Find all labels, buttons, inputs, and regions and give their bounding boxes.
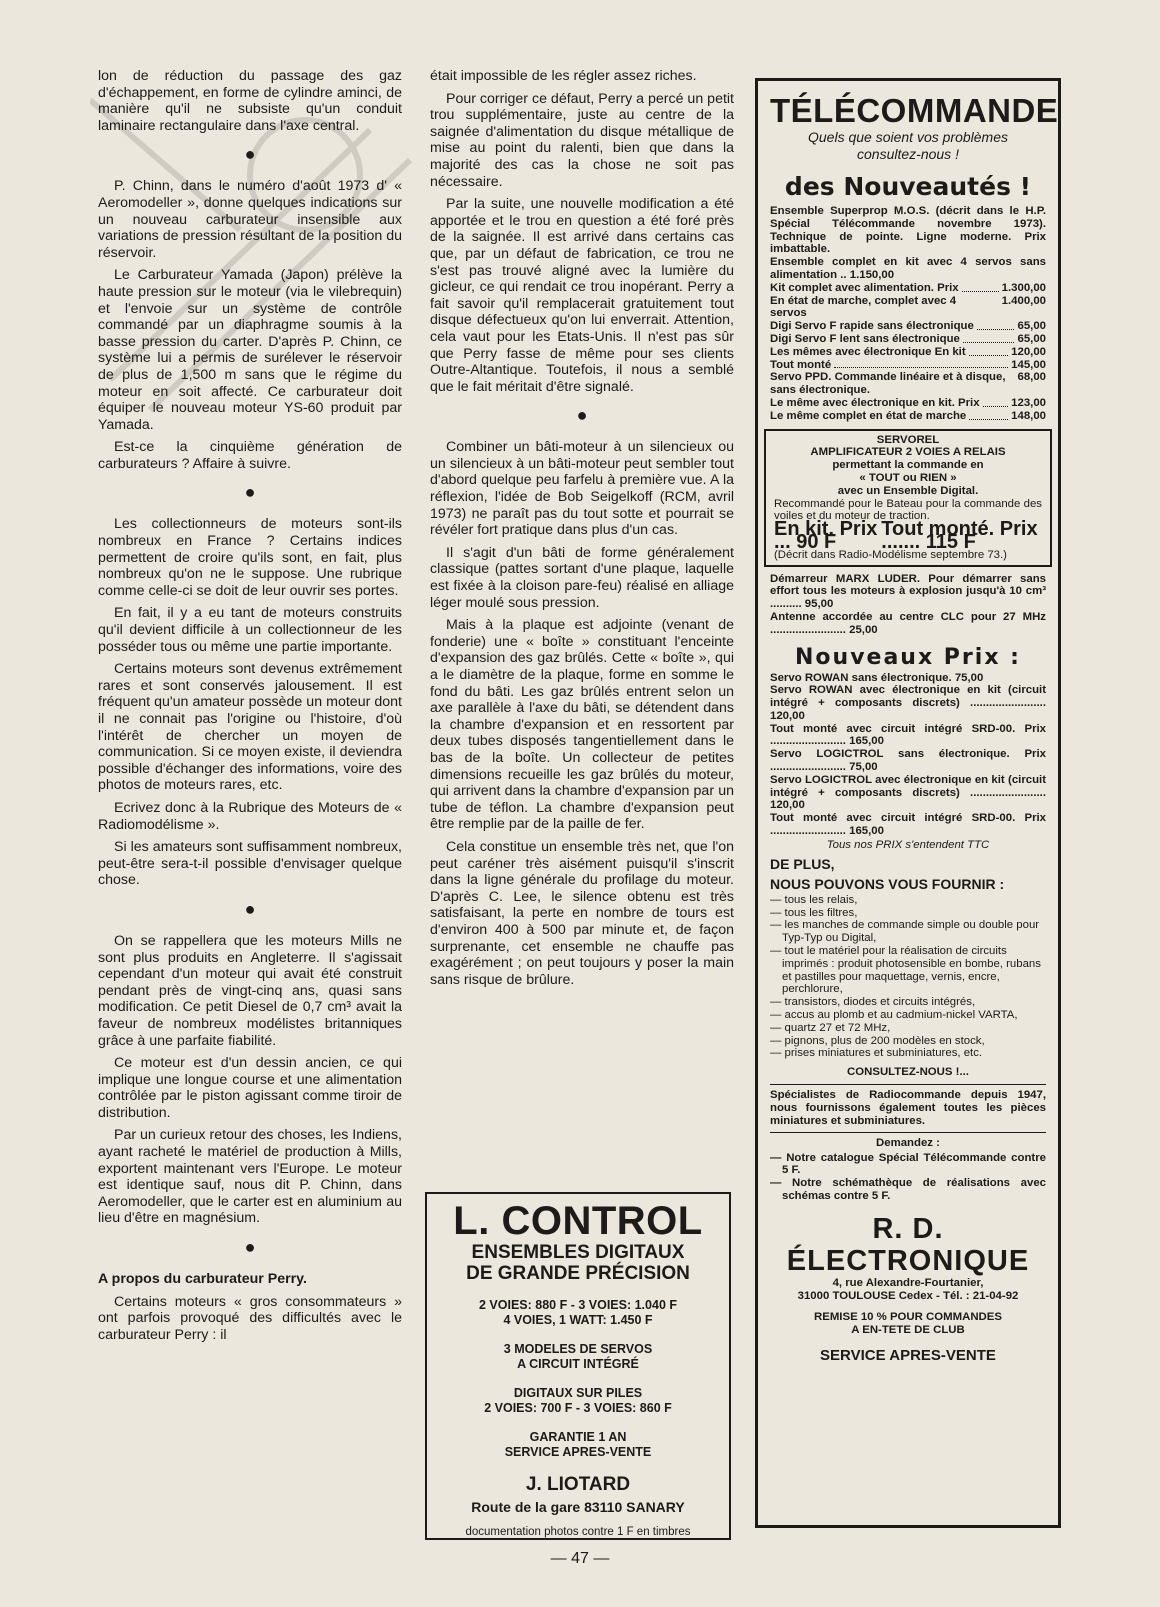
ad-line: 2 VOIES: 880 F - 3 VOIES: 1.040 F xyxy=(479,1298,677,1312)
paragraph: Ecrivez donc à la Rubrique des Moteurs de « Radiomodélisme ». xyxy=(98,799,402,833)
list-item: — les manches de commande simple ou double pour Typ-Typ ou Digital, xyxy=(770,919,1040,945)
remise-text: A EN-TETE DE CLUB xyxy=(851,1323,965,1336)
paragraph: Certains moteurs « gros consommateurs » ont parfois provoqué des difficultés avec le carburateur Perry : il xyxy=(98,1293,402,1343)
lcontrol-brand: L. CONTROL xyxy=(453,1199,703,1243)
price-value: 145,00 xyxy=(1011,358,1046,371)
paragraph: P. Chinn, dans le numéro d'août 1973 d' « Aeromodeller », donne quelques indications sur un nouveau carburateur insensible aux variations de pression résultant de la position du réservoir. xyxy=(98,178,402,261)
servorel-note: (Décrit dans Radio-Modélisme septembre 73.) xyxy=(774,548,1007,561)
lcontrol-subtitle: ENSEMBLES DIGITAUX xyxy=(471,1242,685,1263)
price-value: 120,00 xyxy=(1011,345,1046,358)
ad-line: A CIRCUIT INTÉGRÉ xyxy=(517,1357,639,1371)
paragraph: était impossible de les régler assez riches. xyxy=(430,68,697,84)
paragraph: lon de réduction du passage des gaz d'échappement, en forme de cylindre aminci, de manière qu'il ne subsiste qu'un conduit laminaire rectangulaire dans l'axe central. xyxy=(98,68,402,134)
rowan-line: Tout monté avec circuit intégré SRD-00. Prix ........................ 165,00 xyxy=(770,722,1046,748)
section-bullet: ● xyxy=(244,1237,256,1258)
ad-tagline: consultez-nous ! xyxy=(857,146,959,162)
nouveautes-heading: des Nouveautés ! xyxy=(784,172,1032,201)
price-row xyxy=(770,397,1046,410)
section-bullet: ● xyxy=(244,898,256,919)
superprop-text: Ensemble Superprop M.O.S. (décrit dans le H.P. Spécial Télécommande novembre 1973). Technique de pointe. Ligne moderne. Prix imbattable. xyxy=(770,205,1046,256)
list-item: — tout le matériel pour la réalisation de circuits imprimés : produit photosensible en bombe, rubans et pastilles pour maquettage, vernis, encre, perchlorure, xyxy=(770,945,1041,996)
paragraph: Cela constitue un ensemble très net, que l'on peut caréner très aisément puisqu'il s'inscrit dans la ligne générale du profilage du moteur. D'après C. Lee, le silence obtenu est très satisfaisant, la perte en nombre de tours est d'environ 400 à 500 par minute et, de façon surprenante, cet ensemble ne chauffe pas exagérément ; on peut toujours y poser la main sans risque de brûlure. xyxy=(430,838,734,988)
paragraph: Si les amateurs sont suffisamment nombreux, peut-être sera-t-il possible d'envisager quelque chose. xyxy=(98,839,402,889)
catalog-list xyxy=(770,1152,1046,1203)
lcontrol-address: Route de la gare 83110 SANARY xyxy=(471,1499,685,1515)
ad-line: DIGITAUX SUR PILES xyxy=(513,1386,643,1400)
article-column-2 xyxy=(430,68,734,994)
list-item: — pignons, plus de 200 modèles en stock, xyxy=(770,1034,985,1047)
list-item: — tous les filtres, xyxy=(770,906,858,919)
price-label: Le même complet en état de marche xyxy=(770,409,967,422)
paragraph: Par la suite, une nouvelle modification a été apportée et le trou en question a été foré près de la saignée. Il est arrivé dans certains cas que, par un défaut de fabrication, ce trou ne s'est pas trouvé aligné avec la lumière du gicleur, ce qui rendait ce trou inopérant. Perry a fait savoir qu'il remplacerait gratuitement tout disque défectueux qu'on lui enverrait. Attention, cela vaut pour les Etats-Unis. Il n'est pas sûr que Perry fasse de même pour ses clients Outre-Altantique. Toutefois, il nous a semblé que le fait méritait d'être signalé. xyxy=(430,196,734,395)
servorel-line: avec un Ensemble Digital. xyxy=(837,484,979,497)
price-row xyxy=(770,333,1046,346)
list-item: — Notre catalogue Spécial Télécommande contre 5 F. xyxy=(770,1151,1046,1177)
marx-text: Démarreur MARX LUDER. Pour démarrer sans effort tous les moteurs à explosion jusqu'à 10 cm³ .......... 95,00 xyxy=(770,572,1046,611)
servorel-line: « TOUT ou RIEN » xyxy=(859,471,957,484)
section-bullet: ● xyxy=(244,482,256,503)
price-value: 1.400,00 xyxy=(1001,294,1046,307)
list-item: — accus au plomb et au cadmium-nickel VARTA, xyxy=(770,1009,1018,1022)
rd-electronique-advertisement xyxy=(755,78,1061,1528)
list-item: — tous les relais, xyxy=(770,893,858,906)
remise-text: REMISE 10 % POUR COMMANDES xyxy=(814,1310,1002,1323)
price-row xyxy=(770,371,1046,397)
logictrol-line: Servo LOGICTROL sans électronique. Prix ........................ 75,00 xyxy=(770,748,1046,774)
price-value: 68,00 xyxy=(1017,371,1046,384)
specialistes-text: Spécialistes de Radiocommande depuis 1947, nous fournissons également toutes les pièces miniatures et subminiatures. xyxy=(770,1089,1046,1127)
servorel-line: permettant la commande en xyxy=(832,459,984,472)
price-value: 1.300,00 xyxy=(1001,281,1046,294)
deplus-heading: NOUS POUVONS VOUS FOURNIR : xyxy=(770,875,1005,892)
paragraph: Combiner un bâti-moteur à un silencieux ou un silencieux à un bâti-moteur peut sembler tout d'abord quelque peu farfelu à première vue. A la réflexion, l'idée de Bob Seigelkoff (RCM, avril 1973) ne paraît pas du tout sotte et pourrait se révéler fort pratique dans plus d'un cas. xyxy=(430,439,734,539)
ad-line: 3 MODELES DE SERVOS xyxy=(503,1342,653,1356)
price-label: Servo PPD. Commande linéaire et à disque, sans électronique. xyxy=(770,371,1006,397)
price-label: Les mêmes avec électronique En kit xyxy=(770,345,966,358)
price-label: Le même avec électronique en kit. Prix xyxy=(770,396,980,409)
price-row xyxy=(770,346,1046,359)
paragraph: En fait, il y a eu tant de moteurs construits qu'il devient difficile à un collectionneur de les posséder tous ou même une partie importante. xyxy=(98,605,402,655)
price-label: En état de marche, complet avec 4 servos xyxy=(770,294,957,320)
lcontrol-servo-block xyxy=(427,1342,729,1372)
ad-title: TÉLÉCOMMANDE xyxy=(770,92,1059,129)
demandez-heading: Demandez : xyxy=(876,1136,940,1149)
price-row xyxy=(770,282,1046,295)
ttc-note: Tous nos PRIX s'entendent TTC xyxy=(826,838,990,851)
paragraph: Est-ce la cinquième génération de carburateurs ? Affaire à suivre. xyxy=(98,439,402,472)
paragraph: Il s'agit d'un bâti de forme généralement classique (pattes sortant d'une plaque, laquelle est fixée à la cloison pare-feu) réalisé en alliage léger moulé sous pression. xyxy=(430,544,734,611)
price-row xyxy=(770,410,1046,423)
lcontrol-warranty-block xyxy=(427,1430,729,1460)
logictrol-line: Servo LOGICTROL avec électronique en kit (circuit intégré + composants discrets) ........................ 120,00 xyxy=(770,773,1046,812)
price-label: Digi Servo F rapide sans électronique xyxy=(770,320,974,333)
lcontrol-subtitle: DE GRANDE PRÉCISION xyxy=(466,1263,690,1284)
page-number: — 47 — xyxy=(550,1550,610,1567)
paragraph: Mais à la plaque est adjointe (venant de fonderie) une « boîte » constituant l'enceinte d'expansion des gaz brûlés. Cette « boîte », qui a le diamètre de la plaque, forme en somme le fond du bâti. Les gaz brûlés entrent selon un axe parallèle à l'axe du bâti, se détendent dans la chambre d'expansion et en ressortent par deux tubes disposés tangentiellement dans le bas de la boîte. Un collecteur de petites dimensions recueille les gaz brûlés du moteur, qui arrivent dans la chambre d'expansion par un tube de téflon. La chambre d'expansion peut être remplie par de la paille de fer. xyxy=(430,617,734,833)
paragraph: Certains moteurs sont devenus extrêmement rares et sont conservés jalousement. Il est fréquent qu'un amateur possède un moteur dont il ne connait pas l'origine ou l'histoire, d'où l'intérêt de chercher un moyen de communication. Si ce moyen existe, il deviendra possible d'échanger des informations, voire des photos de moteurs rares, etc. xyxy=(98,661,402,794)
servorel-kit-price: En kit. Prix ... 90 F xyxy=(774,518,878,553)
nouveaux-prix-heading: Nouveaux Prix : xyxy=(795,644,1021,670)
price-value: 148,00 xyxy=(1011,409,1046,422)
price-label: Kit complet avec alimentation. Prix xyxy=(770,281,959,294)
lcontrol-pricing-block xyxy=(427,1298,729,1328)
ad-line: 4 VOIES, 1 WATT: 1.450 F xyxy=(503,1313,653,1327)
paragraph: Par un curieux retour des choses, les Indiens, ayant racheté le matériel de production à Mills, exportent maintenant vers l'Europe. Le moteur est identique sauf, nous dit P. Chinn, dans Aeromodeller, que le carter est en aluminium au lieu d'être en magnésium. xyxy=(98,1127,402,1227)
deplus-heading: DE PLUS, xyxy=(770,855,835,872)
article-column-1 xyxy=(98,68,402,1349)
rowan-line: Servo ROWAN avec électronique en kit (circuit intégré + composants discrets) ........................ 120,00 xyxy=(770,684,1046,722)
servorel-line: AMPLIFICATEUR 2 VOIES A RELAIS xyxy=(810,446,1006,459)
section-subheading: A propos du carburateur Perry. xyxy=(98,1271,307,1288)
section-bullet: ● xyxy=(576,405,588,426)
paragraph: On se rappellera que les moteurs Mills ne sont plus produits en Angleterre. Il s'agissait cependant d'un moteur qui avait été construit pendant près de vingt-cinq ans, quasi sans modification. Ce petit Diesel de 0,7 cm³ avait la faveur de nombreux modélistes britanniques grâce à une parfaite fiabilité. xyxy=(98,932,402,1049)
servorel-monte-price: Tout monté. Prix ....... 115 F xyxy=(881,518,1038,553)
rd-address: 4, rue Alexandre-Fourtanier, xyxy=(832,1276,984,1289)
divider xyxy=(770,1132,1046,1133)
ad-line: GARANTIE 1 AN xyxy=(529,1430,627,1444)
paragraph: Pour corriger ce défaut, Perry a percé un petit trou supplémentaire, juste au centre de la saignée d'alimentation du disque métallique de mise au point du ralenti, bien que dans la majorité des cas la chose ne soit pas nécessaire. xyxy=(430,90,734,190)
list-item: — transistors, diodes et circuits intégrés, xyxy=(770,996,976,1009)
service-apres-vente: SERVICE APRES-VENTE xyxy=(820,1346,996,1364)
list-item: — quartz 27 et 72 MHz, xyxy=(770,1021,891,1034)
price-value: 123,00 xyxy=(1011,396,1046,409)
paragraph: Les collectionneurs de moteurs sont-ils nombreux en France ? Certains indices permettent de croire qu'ils sont, en fait, plus nombreux qu'on ne le suppose. Une rubrique comme celle-ci se doit de leur ouvrir ses portes. xyxy=(98,516,402,599)
price-value: 65,00 xyxy=(1017,320,1046,333)
paragraph: Ce moteur est d'un dessin ancien, ce qui implique une longue course et une alimentation contrôlée par le piston agissant comme tiroir de distribution. xyxy=(98,1055,402,1121)
lcontrol-documentation-note: documentation photos contre 1 F en timbres xyxy=(465,1526,691,1538)
ad-tagline: Quels que soient vos problèmes xyxy=(808,129,1008,145)
price-row xyxy=(770,359,1046,372)
ad-line: 2 VOIES: 700 F - 3 VOIES: 860 F xyxy=(484,1401,672,1415)
servorel-prices xyxy=(774,518,1042,553)
servorel-box xyxy=(764,429,1052,567)
kit4-text: Ensemble complet en kit avec 4 servos sans alimentation .. 1.150,00 xyxy=(770,256,1046,281)
antenne-text: Antenne accordée au centre CLC pour 27 MHz ........................ 25,00 xyxy=(770,610,1046,636)
rowan-line: Servo ROWAN sans électronique. 75,00 xyxy=(770,671,984,684)
logictrol-line: Tout monté avec circuit intégré SRD-00. Prix ........................ 165,00 xyxy=(770,812,1046,838)
servorel-description: Recommandé pour le Bateau pour la commande des voiles et du moteur de traction. xyxy=(774,497,1042,523)
lcontrol-dealer-name: J. LIOTARD xyxy=(525,1474,631,1495)
ad-line: SERVICE APRES-VENTE xyxy=(504,1445,652,1459)
rd-brand: R. D. ÉLECTRONIQUE xyxy=(786,1212,1030,1277)
lcontrol-pile-block xyxy=(427,1386,729,1416)
divider xyxy=(770,1084,1046,1085)
price-row xyxy=(770,320,1046,333)
servorel-title: SERVOREL xyxy=(876,433,940,446)
rd-address: 31000 TOULOUSE Cedex - Tél. : 21-04-92 xyxy=(797,1289,1019,1302)
price-label: Digi Servo F lent sans électronique xyxy=(770,332,960,345)
list-item: — prises miniatures et subminiatures, etc. xyxy=(770,1047,983,1060)
price-row xyxy=(770,295,1046,321)
supplies-list xyxy=(770,894,1046,1060)
consultez-text: CONSULTEZ-NOUS !... xyxy=(847,1066,969,1079)
list-item: — Notre schémathèque de réalisations avec schémas contre 5 F. xyxy=(770,1177,1046,1202)
price-label: Tout monté xyxy=(770,358,832,371)
section-bullet: ● xyxy=(244,144,256,165)
lcontrol-advertisement xyxy=(425,1192,731,1540)
paragraph: Le Carburateur Yamada (Japon) prélève la haute pression sur le moteur (via le vilebrequin) et l'envoie sur un système de contrôle commandé par un diaphragme soumis à la basse pression du carter. D'après P. Chinn, ce système lui a permis de surélever le réservoir de plus de 1,500 m sans que le régime du moteur en soit affecté. Ce carburateur doit équiper le nouveau moteur YS-60 produit par Yamada. xyxy=(98,267,402,433)
price-value: 65,00 xyxy=(1017,332,1046,345)
